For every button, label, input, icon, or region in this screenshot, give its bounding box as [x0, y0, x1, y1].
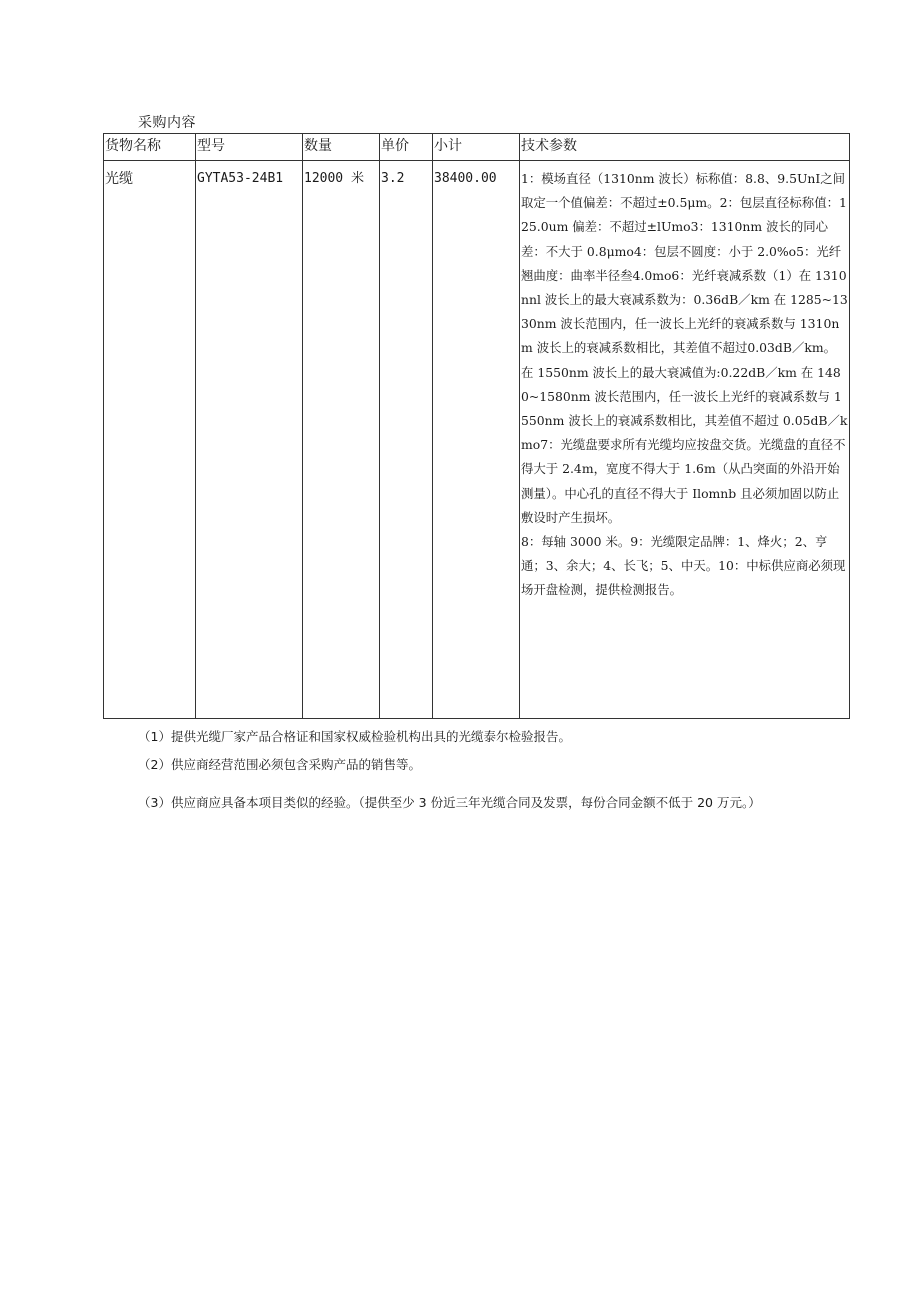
goods-name-text: 光缆: [105, 171, 133, 187]
quantity-text: 12000 米: [304, 171, 364, 186]
subtotal-text: 38400.00: [434, 171, 497, 186]
cell-goods-name: [104, 161, 196, 719]
procurement-table: [103, 133, 850, 719]
header-model: 型号: [196, 134, 303, 161]
cell-subtotal: [433, 161, 520, 719]
header-unit-price: 单价: [380, 134, 433, 161]
header-tech-params: 技术参数: [520, 134, 850, 161]
note-3: （3）供应商应具备本项目类似的经验。（提供至少 3 份近三年光缆合同及发票，每份合同金额不低于 20 万元。）: [138, 795, 761, 810]
table-row: [104, 161, 850, 719]
cell-model: [196, 161, 303, 719]
cell-quantity: [303, 161, 380, 719]
header-goods-name: 货物名称: [104, 134, 196, 161]
note-1: （1）提供光缆厂家产品合格证和国家权威检验机构出具的光缆泰尔检验报告。: [138, 729, 571, 744]
model-text: GYTA53-24B1: [197, 171, 284, 186]
cell-tech-params: [520, 161, 850, 719]
header-subtotal: 小计: [433, 134, 520, 161]
cell-unit-price: [380, 161, 433, 719]
header-quantity: 数量: [303, 134, 380, 161]
section-title: 采购内容: [138, 115, 196, 131]
table-header-row: [104, 134, 850, 161]
unit-price-text: 3.2: [381, 171, 405, 186]
note-2: （2）供应商经营范围必须包含采购产品的销售等。: [138, 757, 421, 772]
tech-params-paragraph-2: 8：每轴 3000 米。9：光缆限定品牌：1、烽火；2、亨通；3、余大；4、长飞；5、中天。10：中标供应商必须现场开盘检测，提供检测报告。: [521, 534, 846, 598]
tech-params-paragraph-1: 1：模场直径（1310nm 波长）标称值：8.8、9.5UnI之间取定一个值偏差：不超过±0.5μm。2：包层直径标称值：125.0um 偏差：不超过±lUmo3：1310nm 波长的同心差：不大于 0.8μmo4：包层不圆度：小于 2.0%o5：光纤翘曲度：曲率半径叁4.0mo6：光纤衰减系数（1）在 1310nnl 波长上的最大衰减系数为：0.36dB／km 在 1285~1330nm 波长范围内，任一波长上光纤的衰减系数与 1310nm 波长上的衰减系数相比，其差值不超过0.03dB／km。在 1550nm 波长上的最大衰减值为:0.22dB／km 在 1480~1580nm 波长范围内，任一波长上光纤的衰减系数与 1550nm 波长上的衰减系数相比，其差值不超过 0.05dB／kmo7：光缆盘要求所有光缆均应按盘交货。光缆盘的直径不得大于 2.4m，宽度不得大于 1.6m（从凸突面的外沿开始测量）。中心孔的直径不得大于 Ilomnb 且必须加固以防止敷设时产生损坏。: [521, 171, 848, 525]
